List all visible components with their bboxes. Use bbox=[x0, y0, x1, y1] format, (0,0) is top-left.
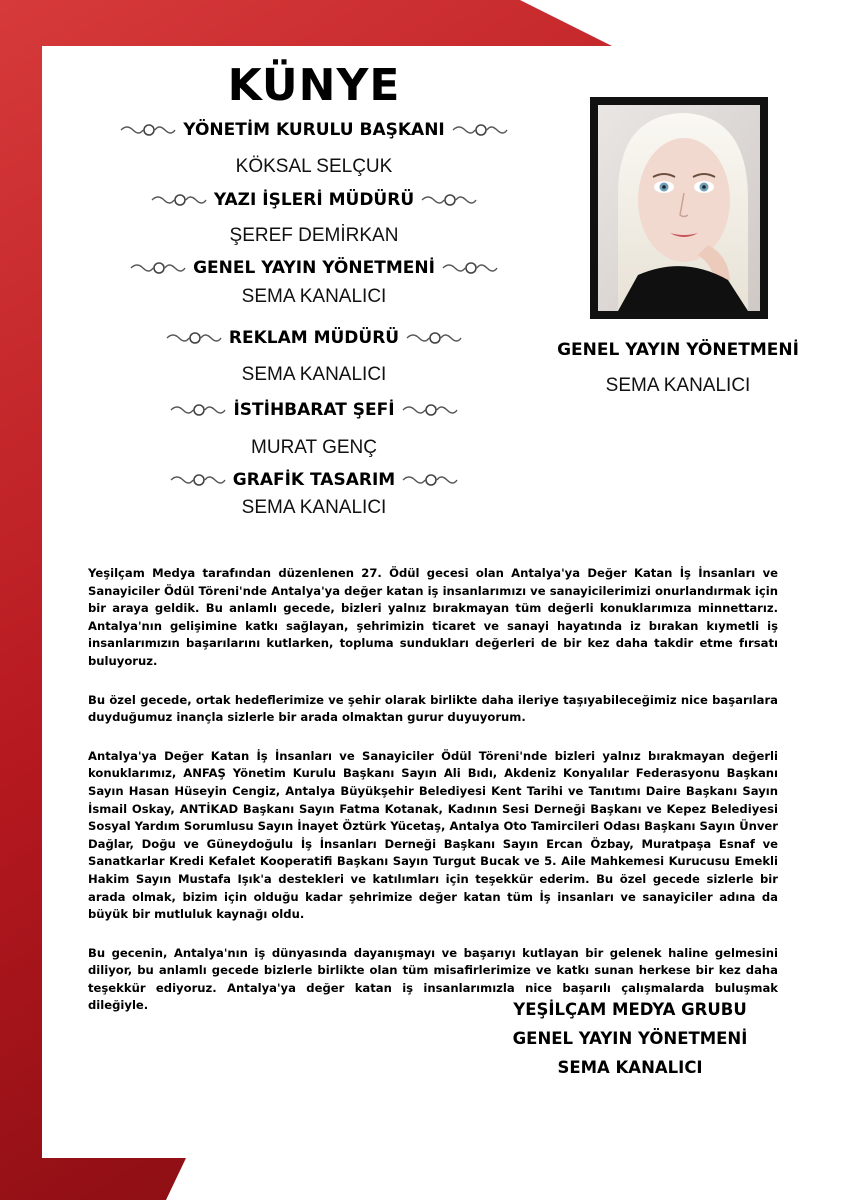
signature-org: YEŞİLÇAM MEDYA GRUBU bbox=[513, 1000, 747, 1019]
person-name: ŞEREF DEMİRKAN bbox=[229, 225, 399, 246]
ornament-icon bbox=[441, 261, 499, 275]
paragraph: Bu özel gecede, ortak hedeflerimize ve şehir olarak birlikte daha ileriye taşıyabileceğimiz nice başarılara duyduğumuz inançla sizlerle bir arada olmaktan gurur duyuyorum. bbox=[88, 692, 778, 725]
ornament-icon bbox=[169, 473, 227, 487]
role-label: REKLAM MÜDÜRÜ bbox=[228, 328, 400, 348]
role-label: GRAFİK TASARIM bbox=[232, 470, 396, 490]
kunye-entry bbox=[0, 258, 628, 278]
kunye-entry bbox=[0, 120, 628, 140]
role-label: YAZI İŞLERİ MÜDÜRÜ bbox=[213, 190, 415, 210]
role-label: GENEL YAYIN YÖNETMENİ bbox=[193, 258, 435, 278]
ornament-icon bbox=[401, 403, 459, 417]
signature-name: SEMA KANALICI bbox=[557, 1058, 703, 1077]
signature-role: GENEL YAYIN YÖNETMENİ bbox=[512, 1029, 748, 1048]
article-body bbox=[88, 565, 778, 1036]
person-name: SEMA KANALICI bbox=[241, 286, 387, 307]
person-name: SEMA KANALICI bbox=[241, 497, 387, 518]
paragraph: Yeşilçam Medya tarafından düzenlenen 27. Ödül gecesi olan Antalya'ya Değer Katan İş İnsanları ve Sanayiciler Ödül Töreni'nde Antalya'ya değer katan iş insanlarımızı ve sanayicilerimizi onurlandırmak için bir araya geldik. Bu anlamlı gecede, bizleri yalnız bırakmayan tüm değerli konuklarımıza minnettarız. Antalya'nın gelişimine katkı sağlayan, şehrimizin ticaret ve sanayi hayatında iz bırakan kıymetli iş insanlarımızın başarılarını kutlarken, topluma sundukları değerleri de bir kez daha takdir etme fırsatı buluyoruz. bbox=[88, 566, 778, 668]
paragraph: Bu gecenin, Antalya'nın iş dünyasında dayanışmayı ve başarıyı kutlayan bir gelenek haline gelmesini diliyor, bu anlamlı gecede bizlerle birlikte olan tüm misafirlerimize ve katkı sunan herkese bir kez daha teşekkür ediyoruz. Antalya'ya değer katan iş insanlarımızla nice başarılı çalışmalarda buluşmak dileğiyle. bbox=[88, 945, 778, 1013]
portrait-frame bbox=[590, 97, 768, 319]
ornament-icon bbox=[165, 331, 223, 345]
person-name: MURAT GENÇ bbox=[251, 437, 377, 458]
role-label: YÖNETİM KURULU BAŞKANI bbox=[183, 120, 445, 140]
paragraph: Antalya'ya Değer Katan İş İnsanları ve Sanayiciler Ödül Töreni'nde bizleri yalnız bırakmayan değerli konuklarımız, ANFAŞ Yönetim Kurulu Başkanı Sayın Ali Bıdı, Akdeniz Konyalılar Federasyonu Başkanı Sayın Hasan Hüseyin Cengiz, Antalya Büyükşehir Belediyesi Kent Tarihi ve Tanıtımı Daire Başkanı Sayın İsmail Oskay, ANTİKAD Başkanı Sayın Fatma Kotanak, Kadının Sesi Derneği Başkanı ve Kepez Belediyesi Sosyal Yardım Sorumlusu Sayın İnayet Öztürk Yücetaş, Antalya Oto Tamircileri Odası Başkanı Sayın Ünver Dağlar, Doğu ve Güneydoğulu İş İnsanları Derneği Başkanı Sayın Ercan Özbay, Muratpaşa Esnaf ve Sanatkarlar Kredi Kefalet Kooperatifi Başkanı Sayın Turgut Bucak ve 5. Aile Mahkemesi Kurucusu Emekli Hakim Sayın Mustafa Işık'a destekleri ve katılımları için teşekkür ederim. Bu özel gecede sizlerle bir arada olmak, bizim için olduğu kadar şehrimize değer katan tüm İş insanları ve sanayiciler adına da büyük bir mutluluk kaynağı oldu. bbox=[88, 748, 778, 922]
person-name: SEMA KANALICI bbox=[241, 364, 387, 385]
ornament-icon bbox=[451, 123, 509, 137]
kunye-entry bbox=[0, 470, 628, 490]
ornament-icon bbox=[169, 403, 227, 417]
ornament-icon bbox=[401, 473, 459, 487]
role-label: İSTİHBARAT ŞEFİ bbox=[233, 400, 395, 420]
profile-role: GENEL YAYIN YÖNETMENİ bbox=[557, 340, 799, 360]
ornament-icon bbox=[420, 193, 478, 207]
ornament-icon bbox=[129, 261, 187, 275]
ornament-icon bbox=[405, 331, 463, 345]
ornament-icon bbox=[150, 193, 208, 207]
portrait-photo bbox=[598, 105, 760, 311]
profile-name: SEMA KANALICI bbox=[605, 375, 751, 396]
page-title: KÜNYE bbox=[227, 60, 401, 111]
person-name: KÖKSAL SELÇUK bbox=[235, 156, 393, 177]
ornament-icon bbox=[119, 123, 177, 137]
kunye-entry bbox=[0, 400, 628, 420]
kunye-entry bbox=[0, 190, 628, 210]
